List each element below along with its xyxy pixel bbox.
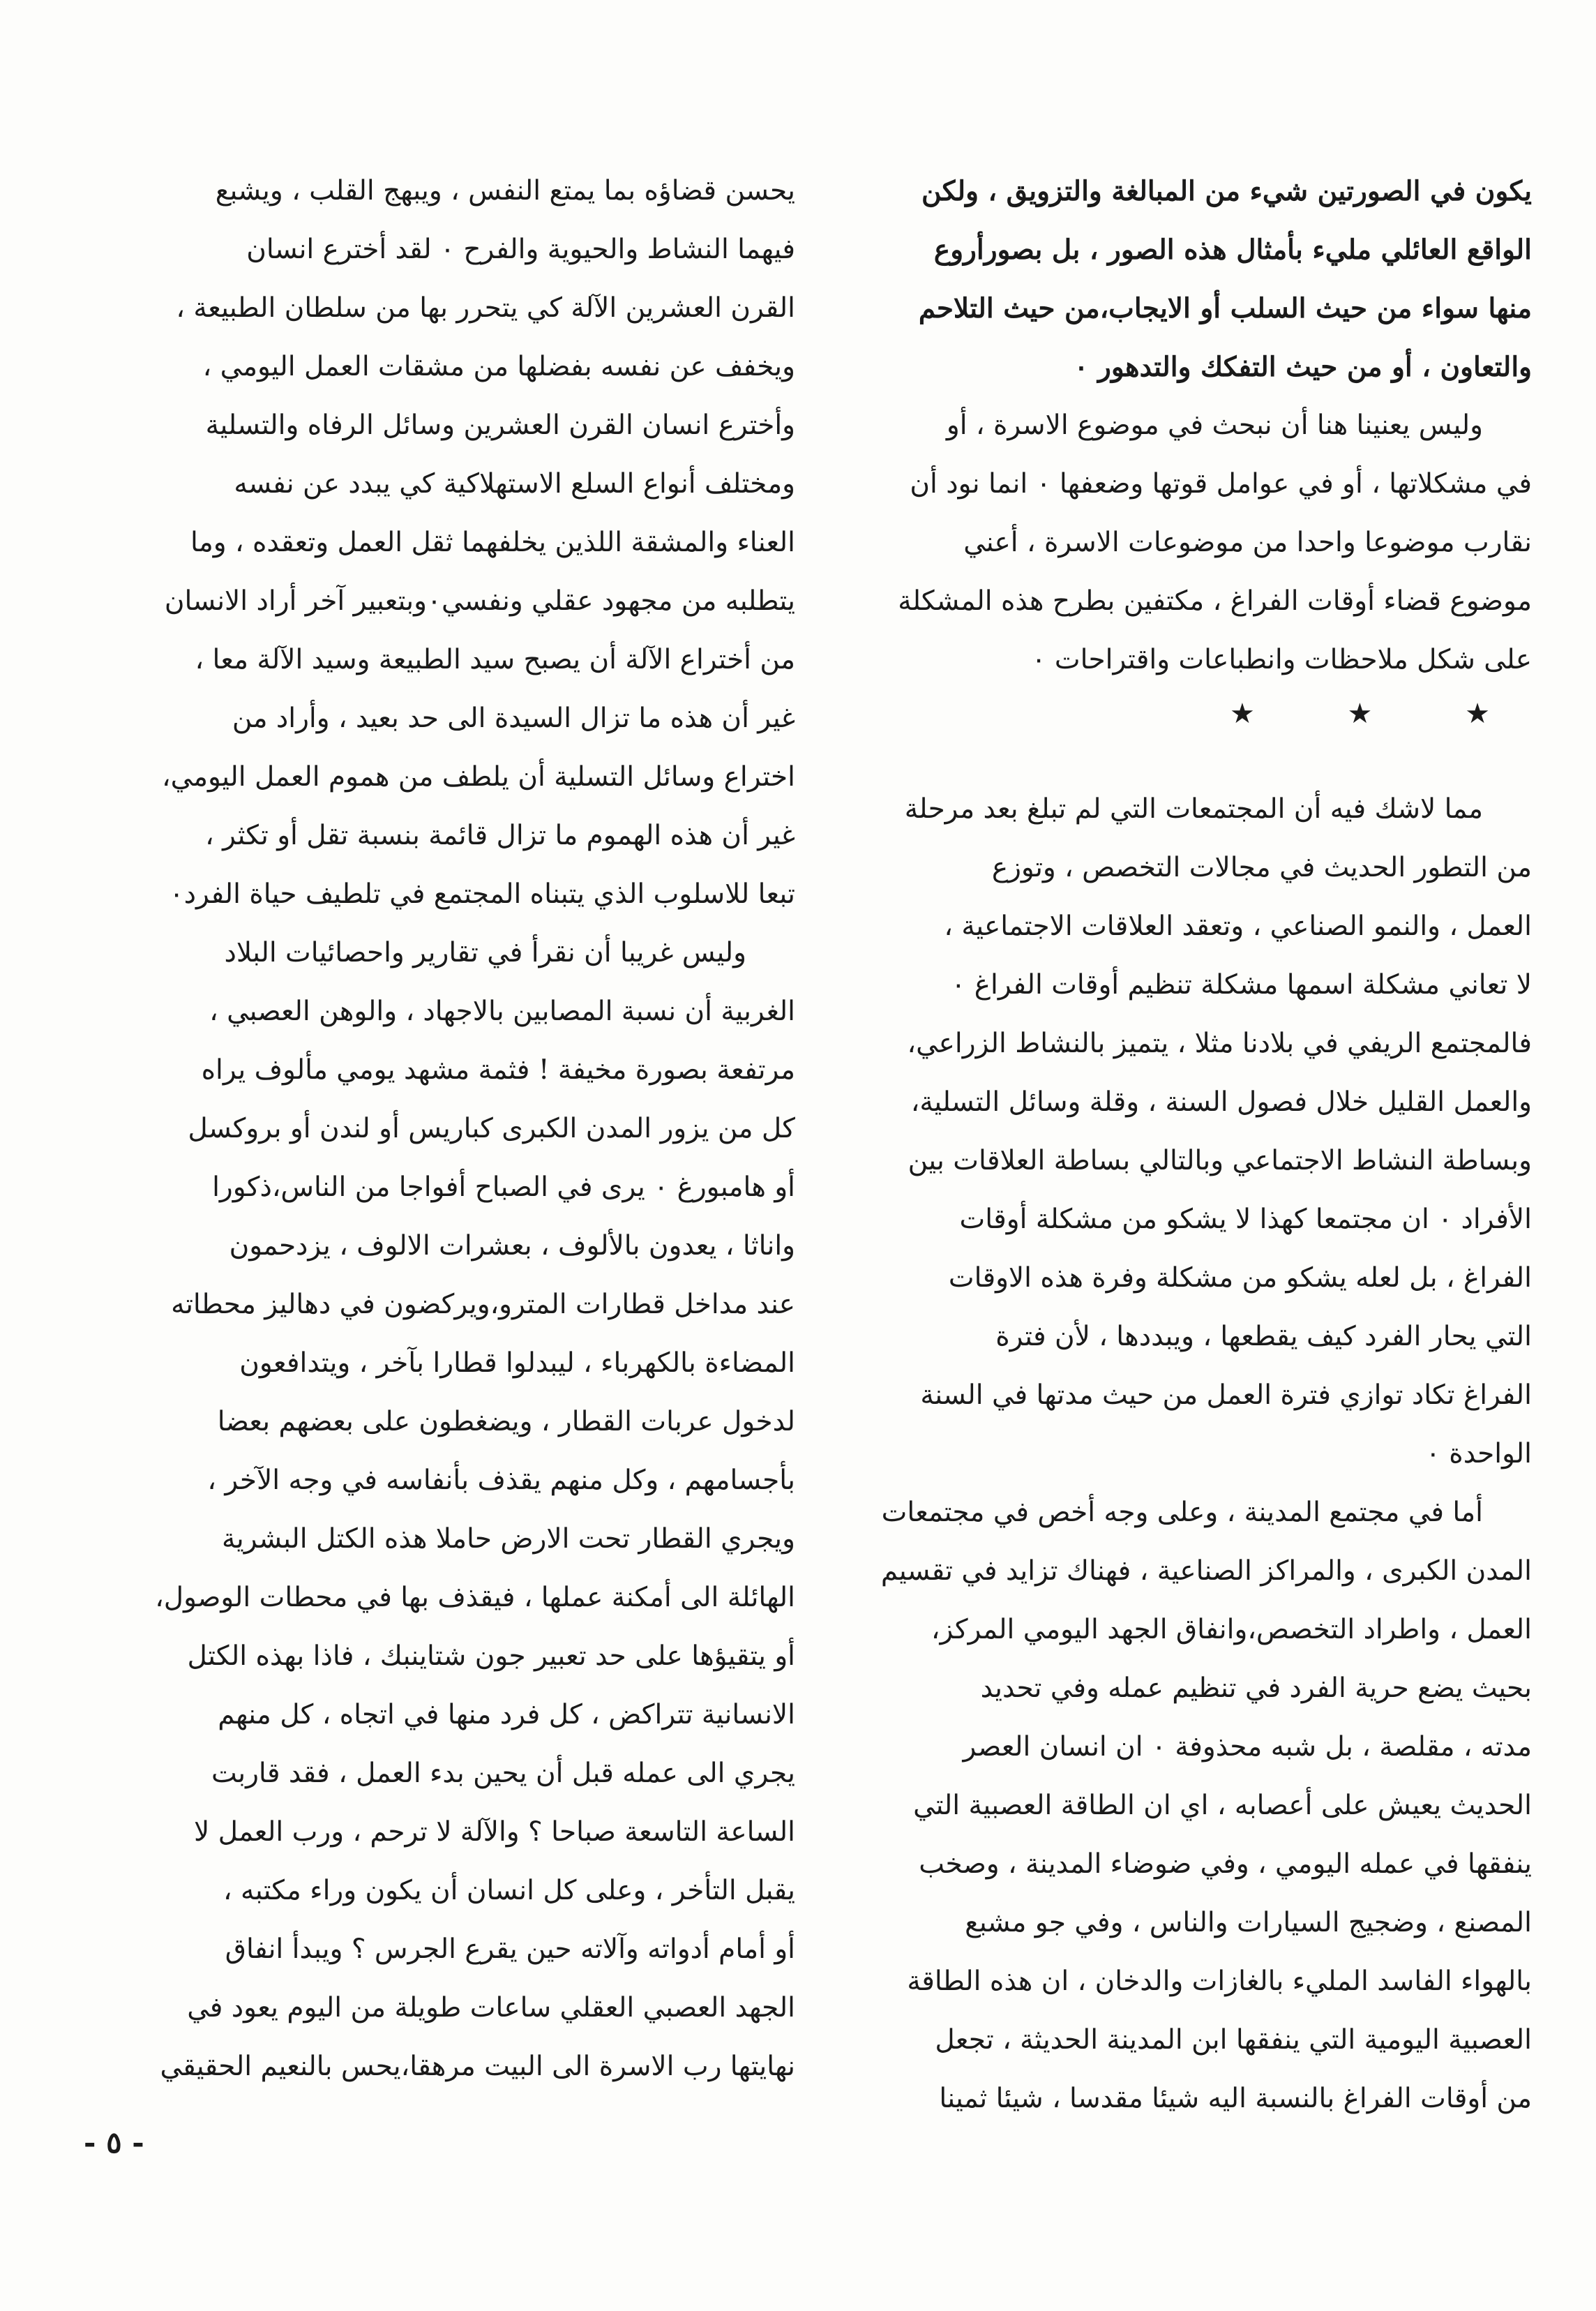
- text-line: المضاءة بالكهرباء ، ليبدلوا قطارا بآخر ، ويتدافعون: [239, 1347, 795, 1379]
- spacer: [850, 738, 1532, 780]
- text-line: فيهما النشاط والحيوية والفرح ٠ لقد أخترع انسان: [246, 234, 795, 265]
- text-line: اختراع وسائل التسلية أن يلطف من هموم العمل اليومي،: [162, 761, 795, 793]
- text-line: منها سواء من حيث السلب أو الايجاب،من حيث التلاحم: [918, 292, 1532, 324]
- paragraph-left-2: [57, 924, 795, 2096]
- text-line: لا تعاني مشكلة اسمها مشكلة تنظيم أوقات الفراغ ٠: [951, 969, 1532, 1001]
- text-line: ويخفف عن نفسه بفضلها من مشقات العمل اليومي ،: [202, 351, 795, 382]
- text-line: يحسن قضاؤه بما يمتع النفس ، ويبهج القلب ، ويشبع: [215, 175, 795, 207]
- text-line: العمل ، واطراد التخصص،وانفاق الجهد اليومي المركز،: [931, 1614, 1532, 1645]
- page-number: - ٥ -: [84, 2125, 144, 2160]
- text-line: مدته ، مقلصة ، بل شبه محذوفة ٠ ان انسان العصر: [963, 1731, 1532, 1763]
- text-line: الفراغ تكاد توازي فترة العمل من حيث مدتها في السنة: [920, 1379, 1532, 1411]
- text-line: ومختلف أنواع السلع الاستهلاكية كي يبدد عن نفسه: [234, 468, 795, 500]
- text-line: بحيث يضع حرية الفرد في تنظيم عمله وفي تحديد: [980, 1673, 1532, 1704]
- text-line: أو يتقيؤها على حد تعبير جون شتاينبك ، فاذا بهذه الكتل: [187, 1640, 795, 1672]
- text-line: نهايتها رب الاسرة الى البيت مرهقا،يحس بالنعيم الحقيقي: [160, 2051, 795, 2082]
- text-line: يكون في الصورتين شيء من المبالغة والتزويق ، ولكن: [921, 175, 1532, 207]
- text-line: من أختراع الآلة أن يصبح سيد الطبيعة وسيد الآلة معا ،: [195, 644, 795, 675]
- text-line: لدخول عربات القطار ، ويضغطون على بعضهم بعضا: [217, 1406, 795, 1437]
- text-line: وأخترع انسان القرن العشرين وسائل الرفاه والتسلية: [205, 410, 795, 441]
- text-line: الانسانية تتراكض ، كل فرد منها في اتجاه ، كل منهم: [218, 1699, 795, 1730]
- text-line: من التطور الحديث في مجالات التخصص ، وتوزع: [991, 852, 1532, 883]
- text-line: واناثا ، يعدون بالألوف ، بعشرات الالوف ، يزدحمون: [229, 1230, 795, 1262]
- text-line: الأفراد ٠ ان مجتمعا كهذا لا يشكو من مشكلة أوقات: [959, 1204, 1532, 1235]
- text-line: غير أن هذه ما تزال السيدة الى حد بعيد ، وأراد من: [232, 703, 795, 734]
- text-line: غير أن هذه الهموم ما تزال قائمة بنسبة تقل أو تكثر ،: [205, 820, 795, 851]
- text-line: الجهد العصبي العقلي ساعات طويلة من اليوم يعود في: [187, 1992, 795, 2024]
- text-line: فالمجتمع الريفي في بلادنا مثلا ، يتميز بالنشاط الزراعي،: [907, 1028, 1532, 1059]
- text-line: الساعة التاسعة صباحا ؟ والآلة لا ترحم ، ورب العمل لا: [194, 1816, 795, 1848]
- text-line: الحديث يعيش على أعصابه ، اي ان الطاقة العصبية التي: [913, 1790, 1532, 1821]
- text-line: العمل ، والنمو الصناعي ، وتعقد العلاقات الاجتماعية ،: [944, 911, 1532, 942]
- text-line: في مشكلاتها ، أو في عوامل قوتها وضعفها ٠ انما نود أن: [910, 468, 1532, 500]
- right-column: [850, 162, 1532, 2128]
- text-line: التي يحار الفرد كيف يقطعها ، ويبددها ، لأن فترة: [995, 1321, 1532, 1352]
- text-line: كل من يزور المدن الكبرى كباريس أو لندن أو بروكسل: [188, 1113, 795, 1144]
- text-line: أو هامبورغ ٠ يرى في الصباح أفواجا من الناس،ذكورا: [212, 1172, 795, 1203]
- text-line: يتطلبه من مجهود عقلي ونفسي٠وبتعبير آخر أراد الانسان: [164, 585, 795, 617]
- text-line: يقبل التأخر ، وعلى كل انسان أن يكون وراء مكتبه ،: [223, 1875, 795, 1906]
- text-line: مما لاشك فيه أن المجتمعات التي لم تبلغ بعد مرحلة: [904, 793, 1483, 825]
- text-line: أما في مجتمع المدينة ، وعلى وجه أخص في مجتمعات: [881, 1497, 1483, 1528]
- text-line: الفراغ ، بل لعله يشكو من مشكلة وفرة هذه الاوقات: [948, 1262, 1532, 1294]
- section-divider-stars: ★ ★ ★: [1229, 698, 1532, 730]
- text-line: من أوقات الفراغ بالنسبة اليه شيئا مقدسا ، شيئا ثمينا: [939, 2083, 1532, 2114]
- text-line: يجري الى عمله قبل أن يحين بدء العمل ، فقد قاربت: [211, 1758, 795, 1789]
- text-line: الواحدة ٠: [1425, 1438, 1532, 1469]
- text-line: على شكل ملاحظات وانطباعات واقتراحات ٠: [1031, 644, 1532, 675]
- text-line: بالهواء الفاسد المليء بالغازات والدخان ، ان هذه الطاقة: [907, 1966, 1532, 1997]
- text-line: المدن الكبرى ، والمراكز الصناعية ، فهناك تزايد في تقسيم: [880, 1555, 1532, 1587]
- text-line: العناء والمشقة اللذين يخلفهما ثقل العمل وتعقده ، وما: [190, 527, 795, 558]
- text-line: موضوع قضاء أوقات الفراغ ، مكتفين بطرح هذه المشكلة: [898, 585, 1532, 617]
- text-line: أو أمام أدواته وآلاته حين يقرع الجرس ؟ ويبدأ انفاق: [225, 1934, 795, 1965]
- text-line: بأجسامهم ، وكل منهم يقذف بأنفاسه في وجه الآخر ،: [207, 1465, 795, 1496]
- text-line: وليس غريبا أن نقرأ في تقارير واحصائيات البلاد: [224, 937, 746, 968]
- text-line: وبساطة النشاط الاجتماعي وبالتالي بساطة العلاقات بين: [908, 1145, 1532, 1176]
- text-line: مرتفعة بصورة مخيفة ! فثمة مشهد يومي مألوف يراه: [201, 1054, 795, 1086]
- text-line: الهائلة الى أمكنة عملها ، فيقذف بها في محطات الوصول،: [155, 1582, 795, 1613]
- text-line: والتعاون ، أو من حيث التفكك والتدهور ٠: [1074, 351, 1532, 383]
- paragraph-right-1: [850, 162, 1532, 396]
- text-line: الغربية أن نسبة المصابين بالاجهاد ، والوهن العصبي ،: [209, 996, 795, 1027]
- paragraph-right-2: [850, 396, 1532, 689]
- text-line: تبعا للاسلوب الذي يتبناه المجتمع في تلطيف حياة الفرد٠: [169, 878, 795, 910]
- text-line: ينفقها في عمله اليومي ، وفي ضوضاء المدينة ، وصخب: [919, 1848, 1532, 1880]
- paragraph-right-4: [850, 1483, 1532, 2128]
- paragraph-right-3: [850, 780, 1532, 1483]
- text-line: العصبية اليومية التي ينفقها ابن المدينة الحديثة ، تجعل: [935, 2024, 1532, 2056]
- text-line: وليس يعنينا هنا أن نبحث في موضوع الاسرة ، أو: [946, 410, 1483, 441]
- text-line: عند مداخل قطارات المترو،ويركضون في دهاليز محطاته: [171, 1289, 795, 1320]
- text-line: المصنع ، وضجيج السيارات والناس ، وفي جو مشبع: [965, 1907, 1532, 1938]
- paragraph-left-1: [57, 162, 795, 924]
- text-line: الواقع العائلي مليء بأمثال هذه الصور ، بل بصورأروع: [933, 234, 1532, 266]
- text-line: ويجري القطار تحت الارض حاملا هذه الكتل البشرية: [222, 1523, 795, 1555]
- text-line: نقارب موضوعا واحدا من موضوعات الاسرة ، أعني: [963, 527, 1532, 558]
- left-column: [57, 162, 795, 2096]
- text-line: والعمل القليل خلال فصول السنة ، وقلة وسائل التسلية،: [910, 1086, 1532, 1118]
- text-line: القرن العشرين الآلة كي يتحرر بها من سلطان الطبيعة ،: [176, 292, 795, 324]
